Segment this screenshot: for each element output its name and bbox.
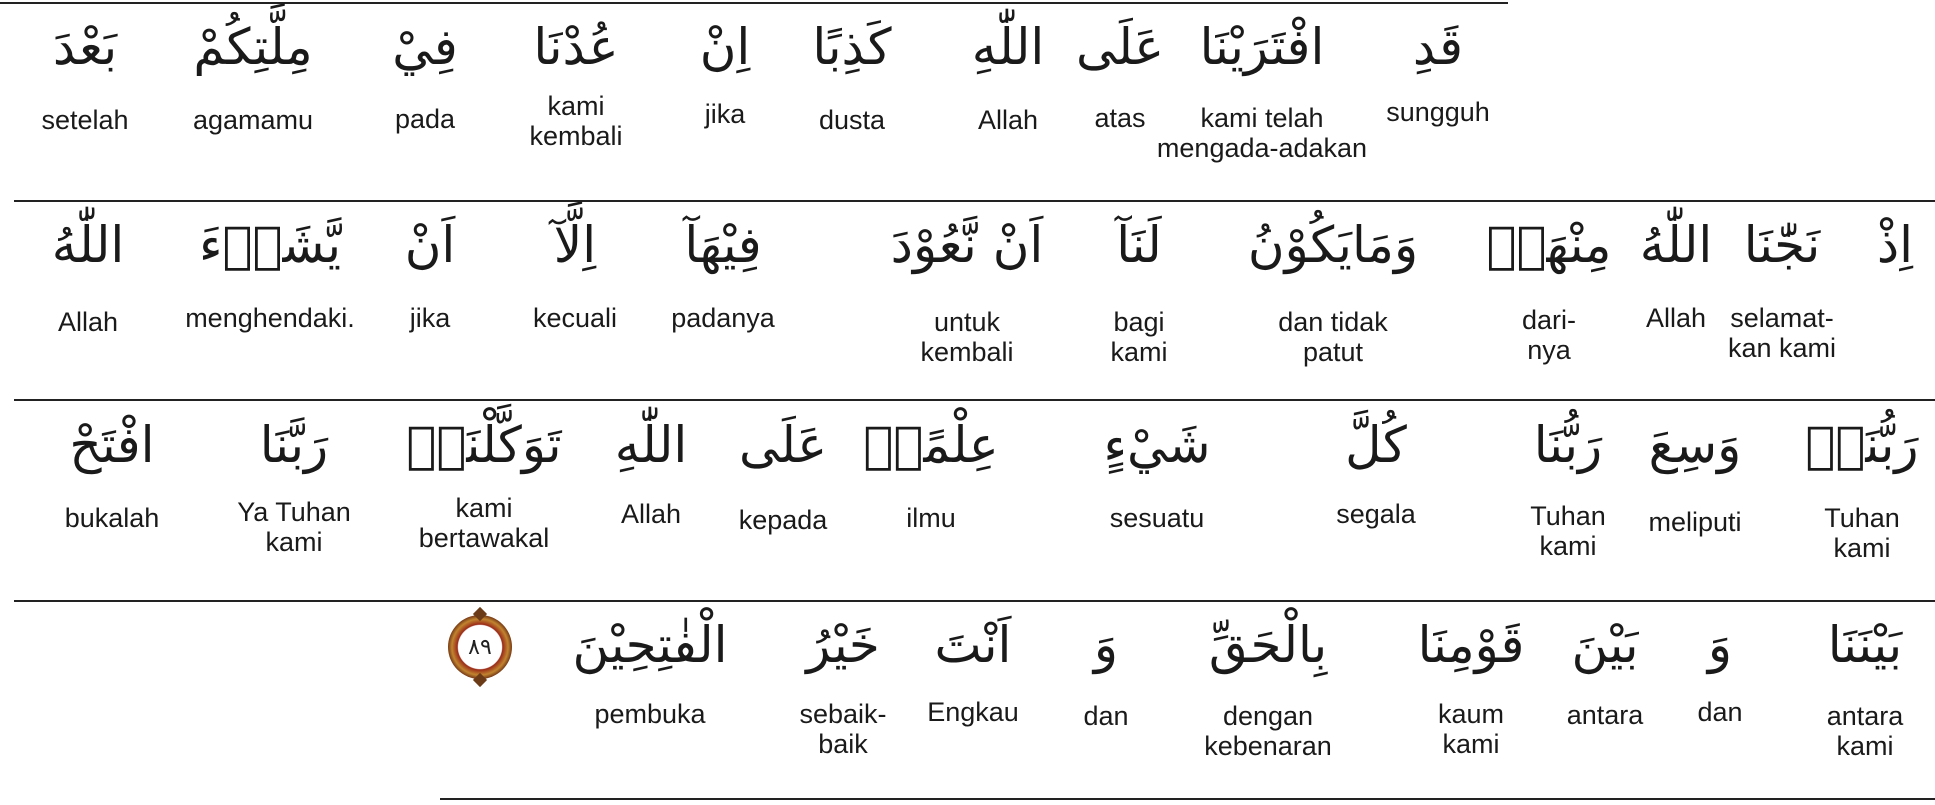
translation: sungguh [1386,97,1490,127]
translation: bukalah [64,503,160,533]
word-pair [1640,218,1713,333]
translation: antara kami [1826,701,1904,761]
translation: kami bertawakal [418,493,550,553]
word-pair [573,618,728,729]
word-pair [1530,418,1606,561]
word-pair [1110,218,1167,367]
word-pair [1487,218,1612,365]
word-pair [700,20,751,129]
arabic-word: فِيْ [392,18,458,76]
translation: jika [704,99,746,129]
arabic-word: اللّٰهِ [614,416,688,474]
arabic-word: اَنْتَ [934,616,1012,674]
translation: kecuali [532,303,618,333]
arabic-word: فِيْهَآ [684,216,762,274]
word-pair [529,20,622,151]
translation: bagi kami [1110,307,1168,367]
bottom-rule [440,798,1935,800]
word-pair [1728,218,1836,363]
word-pair [1336,418,1416,529]
arabic-word: وَمَايَكُوْنُ [1247,216,1419,274]
word-pair [237,418,351,557]
word-pair [193,20,313,135]
word-pair [671,218,775,333]
translation: dengan kebenaran [1204,701,1332,761]
word-pair [1827,618,1904,761]
arabic-word: قَوْمِنَا [1417,616,1525,674]
translation: pada [394,104,456,134]
arabic-word: بَيْنَ [1571,616,1639,674]
translation: Allah [977,105,1039,135]
translation: dusta [818,105,886,135]
arabic-word: كُلَّ [1345,416,1407,474]
translation: Allah [57,307,119,337]
arabic-word: عَلَى [738,416,828,474]
translation: Allah [1645,303,1707,333]
arabic-word: اَنْ نَّعُوْدَ [890,216,1044,274]
arabic-word: رَبَّنَا [259,416,329,474]
arabic-word: اِذْ [1876,216,1914,274]
translation: dan [1697,697,1743,727]
word-pair [812,20,891,135]
arabic-word: عَلَى [1075,18,1165,76]
translation: kaum kami [1437,699,1505,759]
word-pair [1386,20,1490,127]
word-pair [739,418,828,535]
row-divider [14,399,1935,401]
translation: dari- nya [1521,305,1576,365]
translation: setelah [41,105,129,135]
verse-number: ٨٩ [468,634,492,660]
translation: agamamu [192,105,314,135]
arabic-word: اِلَّآ [553,216,597,274]
word-pair [1877,218,1913,273]
word-pair [406,418,561,553]
arabic-word: الْفٰتِحِيْنَ [572,616,728,674]
translation: jika [409,303,451,333]
row-divider [14,600,1935,602]
word-pair [1083,618,1128,731]
arabic-word: وَ [1093,616,1119,674]
arabic-word: كَذِبًا [812,18,892,76]
arabic-word: وَ [1707,616,1733,674]
arabic-word: بِالْحَقِّ [1208,616,1328,674]
translation: sebaik- baik [799,699,887,759]
translation: Engkau [927,697,1019,727]
top-rule [0,2,1508,4]
translation: pembuka [594,699,706,729]
word-pair [1418,618,1525,759]
word-pair [1567,618,1644,730]
arabic-word: رَبُّنَا [1533,416,1603,474]
word-pair [799,618,886,759]
word-pair [1697,618,1742,727]
arabic-word: اللّٰهُ [51,216,125,274]
arabic-word: عُدْنَا [533,18,619,76]
arabic-word: شَيْءٍ [1103,416,1211,474]
word-pair [1103,418,1210,533]
word-pair [1076,20,1164,133]
arabic-word: لَنَآ [1116,216,1162,274]
arabic-word: افْتَرَيْنَا [1199,18,1325,76]
arabic-word: عِلْمًاۗ [863,416,999,474]
arabic-word: تَوَكَّلْنَاۗ [406,416,562,474]
translation: kepada [738,505,828,535]
translation: antara [1566,700,1644,730]
arabic-word: قَدِ [1412,18,1464,76]
arabic-word: نَجّٰنَا [1743,216,1821,274]
translation: Tuhan kami [1824,503,1900,563]
arabic-word: مِنْهَاۗ [1486,216,1612,274]
translation: dan [1083,701,1129,731]
translation: kami kembali [529,91,623,151]
translation: menghendaki. [185,303,355,333]
translation: selamat- kan kami [1727,303,1837,363]
translation: dan tidak patut [1278,307,1388,367]
word-pair [927,618,1019,727]
arabic-word: اَنْ [404,216,456,274]
arabic-word: اللّٰهُ [1639,216,1713,274]
word-pair [615,418,688,529]
word-pair [185,218,355,333]
word-pair [405,218,456,333]
translation: Allah [620,499,682,529]
arabic-word: بَيْنَنَا [1827,616,1903,674]
arabic-word: يَّشَاۤءَ [198,216,342,274]
arabic-word: بَعْدَ [52,18,118,76]
verse-number-medallion [448,615,512,679]
row-divider [14,200,1935,202]
arabic-word: مِلَّتِكُمْ [193,18,313,76]
translation: segala [1336,499,1416,529]
arabic-word: افْتَحْ [69,416,155,474]
word-pair [41,20,128,135]
word-pair [1157,20,1367,163]
translation: sesuatu [1109,503,1205,533]
word-pair [65,418,160,533]
word-pair [1204,618,1332,761]
arabic-word: اللّٰهِ [971,18,1045,76]
arabic-word: رَبُّنَاۗ [1805,416,1919,474]
translation: Tuhan kami [1530,501,1606,561]
translation: kami telah mengada-adakan [1156,103,1368,163]
word-pair [392,20,458,134]
word-pair [1805,418,1918,563]
arabic-word: خَيْرُ [806,616,880,674]
translation: padanya [671,303,775,333]
word-pair [52,218,125,337]
translation: untuk kembali [920,307,1014,367]
arabic-word: وَسِعَ [1648,416,1742,474]
word-pair [891,218,1044,367]
translation: atas [1094,103,1146,133]
word-pair [533,218,617,333]
translation: ilmu [906,503,956,533]
translation: Ya Tuhan kami [237,497,351,557]
word-pair [1248,218,1418,367]
translation: meliputi [1648,507,1742,537]
arabic-word: اِنْ [699,18,751,76]
word-pair [1648,418,1741,537]
word-pair [972,20,1045,135]
word-pair [863,418,998,533]
